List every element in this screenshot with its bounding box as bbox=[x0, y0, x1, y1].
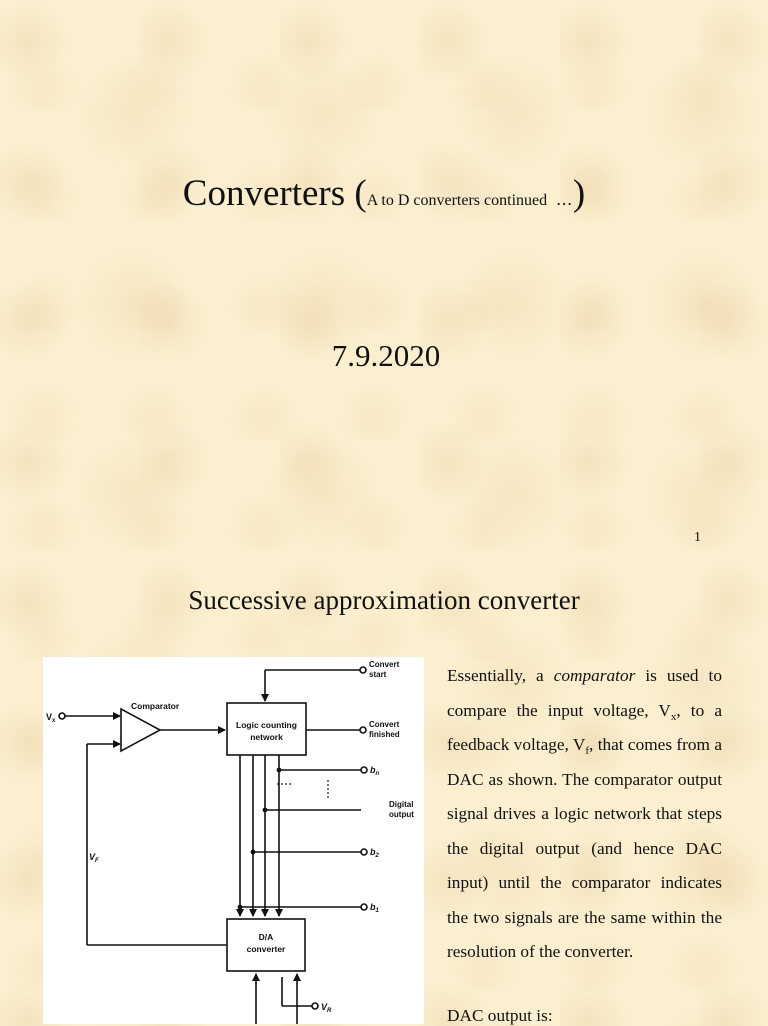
bn-terminal bbox=[361, 767, 367, 773]
vr-label: $V_R$ bbox=[321, 1002, 332, 1014]
vf-label: $V_F$ bbox=[89, 852, 99, 864]
b1-terminal bbox=[361, 904, 367, 910]
title-subtitle: A to D converters continued bbox=[366, 192, 548, 209]
convert-start-label-1: Convert bbox=[369, 660, 400, 669]
b2-label: $b_2$ bbox=[370, 847, 379, 859]
vr-terminal bbox=[312, 1003, 318, 1009]
title-close: ) bbox=[572, 173, 586, 214]
dac-label-1: D/A bbox=[258, 932, 274, 942]
digital-output-label-2: output bbox=[389, 810, 414, 819]
para-text-3: , to a feedback voltage, V bbox=[447, 700, 723, 754]
slide-date: 7.9.2020 bbox=[331, 338, 441, 373]
vx-label: $V_x$ bbox=[46, 712, 56, 724]
section-title: Successive approximation converter bbox=[188, 585, 580, 615]
para-sub-f: f bbox=[585, 745, 590, 757]
slide-title bbox=[0, 172, 768, 223]
comparator-triangle bbox=[121, 709, 160, 751]
b1-label: $b_1$ bbox=[370, 902, 379, 914]
convert-finished-terminal bbox=[360, 727, 366, 733]
block-diagram-svg bbox=[43, 657, 424, 1024]
dac-output-line: DAC output is: bbox=[447, 1006, 553, 1025]
page-number: 1 bbox=[694, 530, 701, 545]
b2-terminal bbox=[361, 849, 367, 855]
convert-finished-label-2: finished bbox=[369, 730, 400, 739]
dac-label-2: converter bbox=[246, 944, 286, 954]
para-text-4: , that comes from a DAC as shown. The comparator output signal drives a logic network that steps the digital output (and hence DAC input) until the comparator indicates the two signals are the same within the resolution of the converter. bbox=[447, 735, 722, 961]
description-paragraph bbox=[447, 659, 722, 970]
para-comparator-term: comparator bbox=[553, 666, 636, 685]
para-text-1: Essentially, a bbox=[447, 666, 554, 685]
convert-start-terminal bbox=[360, 667, 366, 673]
para-text-2: is used to compare the input voltage, V bbox=[447, 666, 722, 720]
vx-terminal bbox=[59, 713, 65, 719]
digital-output-label-1: Digital bbox=[389, 800, 414, 809]
convert-finished-label-1: Convert bbox=[369, 720, 400, 729]
para-sub-x: x bbox=[670, 710, 677, 723]
logic-label-1: Logic counting bbox=[236, 720, 297, 730]
logic-label-2: network bbox=[250, 732, 283, 742]
title-main: Converters ( bbox=[182, 173, 367, 214]
block-diagram bbox=[43, 657, 424, 1024]
title-dots: ... bbox=[556, 189, 573, 209]
comparator-label: Comparator bbox=[131, 701, 180, 711]
convert-start-label-2: start bbox=[369, 670, 387, 679]
bn-label: $b_n$ bbox=[370, 765, 380, 777]
